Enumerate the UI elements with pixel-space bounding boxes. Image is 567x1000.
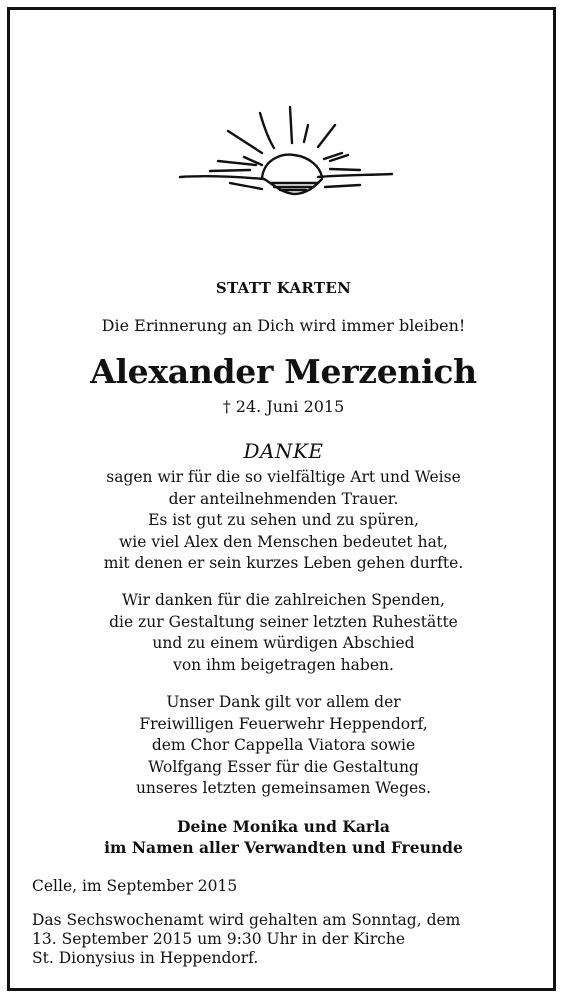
text-line: Freiwilligen Feuerwehr Heppendorf, bbox=[139, 714, 428, 733]
statt-karten-heading: STATT KARTEN bbox=[215, 279, 352, 297]
text-line: der anteilnehmenden Trauer. bbox=[168, 489, 399, 508]
signature-line-2: im Namen aller Verwandten und Freunde bbox=[104, 838, 463, 857]
deceased-name: Alexander Merzenich bbox=[90, 352, 477, 391]
text-line: St. Dionysius in Heppendorf. bbox=[32, 949, 259, 967]
text-line: unseres letzten gemeinsamen Weges. bbox=[135, 779, 432, 797]
text-line: mit denen er sein kurzes Leben gehen durfte. bbox=[103, 554, 464, 572]
text-line: 13. September 2015 um 9:30 Uhr in der Kirche bbox=[32, 930, 405, 948]
mass-notice bbox=[32, 911, 532, 968]
text-line: Unser Dank gilt vor allem der bbox=[166, 693, 401, 711]
thanks-paragraph-1 bbox=[20, 467, 547, 575]
text-line: und zu einem würdigen Abschied bbox=[152, 634, 415, 652]
signature-line-1: Deine Monika und Karla bbox=[177, 817, 390, 836]
rising-sun-icon bbox=[170, 95, 400, 205]
text-line: Wolfgang Esser für die Gestaltung bbox=[148, 757, 419, 776]
text-line: Es ist gut zu sehen und zu spüren, bbox=[148, 511, 419, 529]
text-line: sagen wir für die so vielfältige Art und Weise bbox=[106, 468, 461, 486]
thanks-paragraph-3 bbox=[20, 692, 547, 800]
text-line: wie viel Alex den Menschen bedeutet hat, bbox=[119, 532, 448, 551]
text-line: dem Chor Cappella Viatora sowie bbox=[151, 736, 416, 754]
death-date: † 24. Juni 2015 bbox=[222, 397, 345, 416]
text-line: Wir danken für die zahlreichen Spenden, bbox=[122, 591, 445, 609]
thanks-paragraph-2 bbox=[20, 590, 547, 676]
place-date: Celle, im September 2015 bbox=[32, 877, 238, 895]
text-line: von ihm beigetragen haben. bbox=[173, 655, 394, 674]
text-line: Das Sechswochenamt wird gehalten am Sonntag, dem bbox=[32, 911, 461, 929]
signature-block bbox=[20, 816, 547, 858]
text-line: die zur Gestaltung seiner letzten Ruhestätte bbox=[109, 612, 458, 631]
thanks-heading: DANKE bbox=[243, 439, 324, 463]
memorial-quote: Die Erinnerung an Dich wird immer bleiben! bbox=[101, 316, 466, 335]
